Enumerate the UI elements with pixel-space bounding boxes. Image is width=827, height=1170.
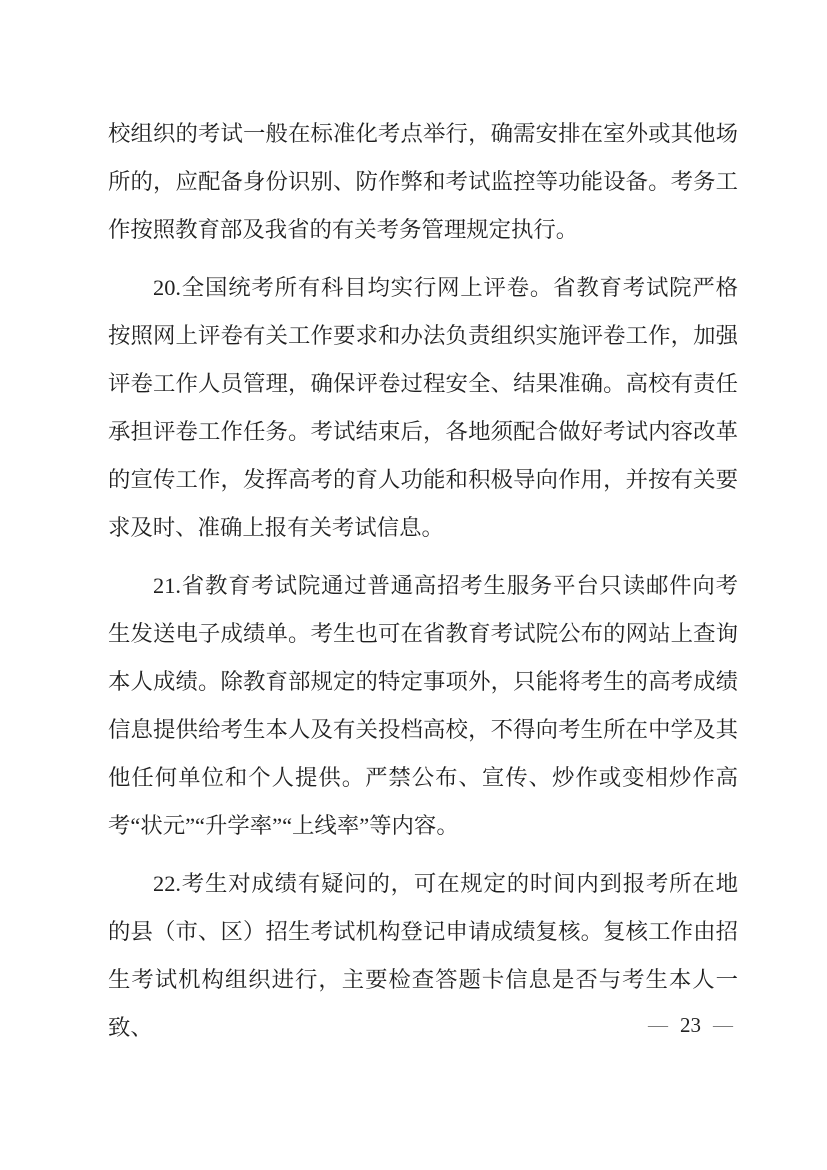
page-number-dash-left: — bbox=[648, 1014, 668, 1036]
paragraph-item-20: 20.全国统考所有科目均实行网上评卷。省教育考试院严格按照网上评卷有关工作要求和办法负责组织实施评卷工作，加强评卷工作人员管理，确保评卷过程安全、结果准确。高校有责任承担评卷工作任务。考试结束后，各地须配合做好考试内容改革的宣传工作，发挥高考的育人功能和积极导向作用，并按有关要求及时、准确上报有关考试信息。 bbox=[108, 275, 738, 540]
paragraph-continuation: 校组织的考试一般在标准化考点举行，确需安排在室外或其他场所的，应配备身份识别、防作弊和考试监控等功能设备。考务工作按照教育部及我省的有关考务管理规定执行。 bbox=[108, 121, 738, 242]
page-number bbox=[648, 1013, 733, 1037]
page-number-dash-right: — bbox=[713, 1014, 733, 1036]
paragraph-item-22: 22.考生对成绩有疑问的，可在规定的时间内到报考所在地的县（市、区）招生考试机构登记申请成绩复核。复核工作由招生考试机构组织进行，主要检查答题卡信息是否与考生本人一致、 bbox=[108, 871, 738, 1040]
page-number-value: 23 bbox=[680, 1013, 701, 1037]
document-body bbox=[108, 110, 738, 1052]
paragraph-item-21: 21.省教育考试院通过普通高招考生服务平台只读邮件向考生发送电子成绩单。考生也可在省教育考试院公布的网站上查询本人成绩。除教育部规定的特定事项外，只能将考生的高考成绩信息提供给考生本人及有关投档高校，不得向考生所在中学及其他任何单位和个人提供。严禁公布、宣传、炒作或变相炒作高考“状元”“升学率”“上线率”等内容。 bbox=[108, 573, 738, 838]
